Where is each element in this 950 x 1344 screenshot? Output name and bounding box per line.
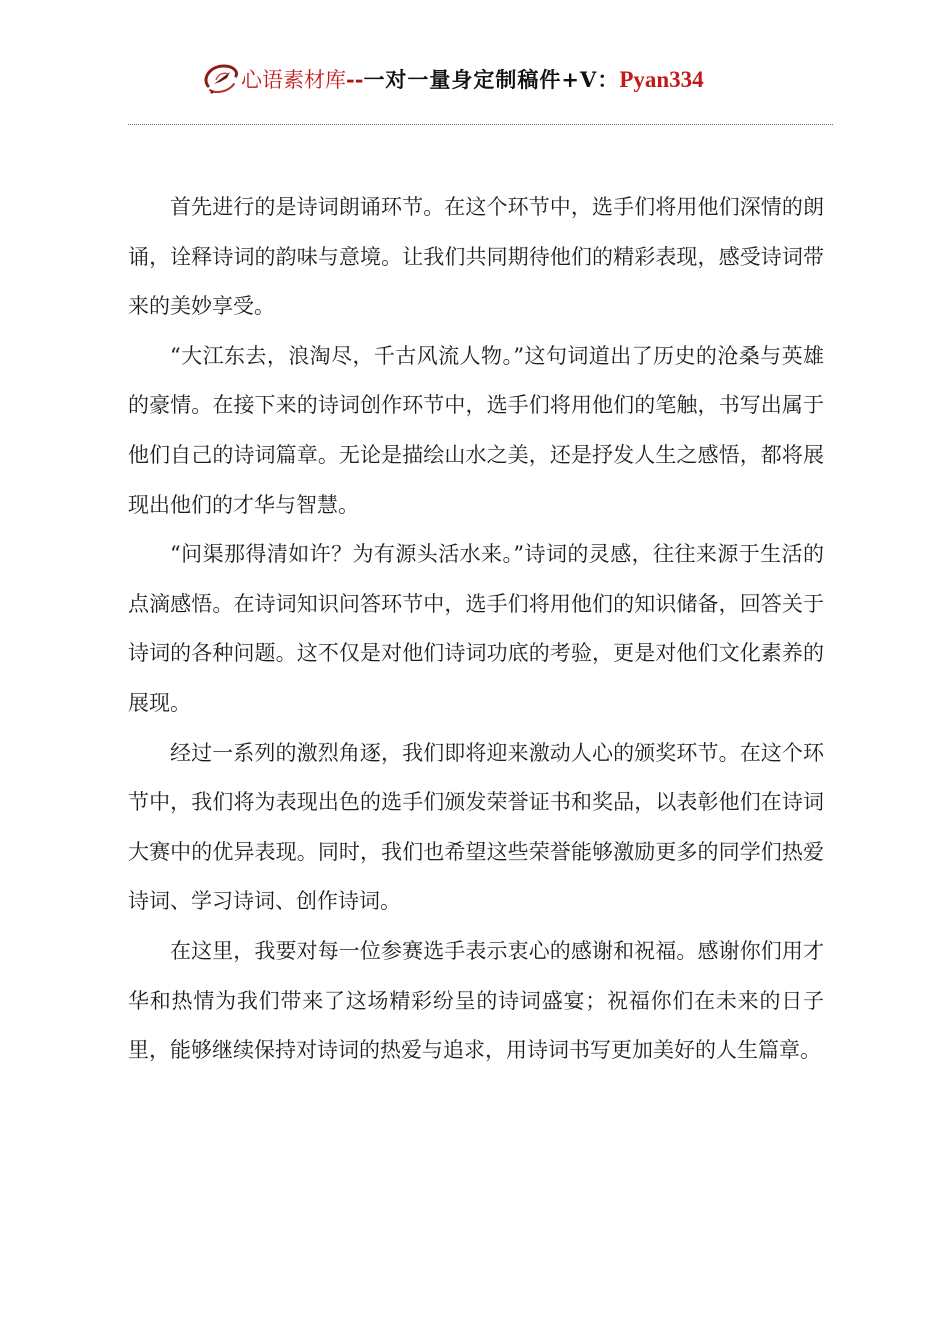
quill-swirl-logo-icon — [200, 60, 242, 100]
page-header — [0, 58, 950, 102]
document-body — [128, 183, 824, 1076]
paragraph-5: 在这里，我要对每一位参赛选手表示衷心的感谢和祝福。感谢你们用才华和热情为我们带来了这场精彩纷呈的诗词盛宴；祝福你们在未来的日子里，能够继续保持对诗词的热爱与追求，用诗词书写更加美好的人生篇章。 — [128, 938, 824, 1063]
header-title — [241, 67, 704, 93]
paragraph-1: 首先进行的是诗词朗诵环节。在这个环节中，选手们将用他们深情的朗诵，诠释诗词的韵味与意境。让我们共同期待他们的精彩表现，感受诗词带来的美妙享受。 — [128, 195, 824, 319]
paragraph-4: 经过一系列的激烈角逐，我们即将迎来激动人心的颁奖环节。在这个环节中，我们将为表现出色的选手们颁发荣誉证书和奖品，以表彰他们在诗词大赛中的优异表现。同时，我们也希望这些荣誉能够激励更多的同学们热爱诗词、学习诗词、创作诗词。 — [128, 740, 824, 914]
header-slogan: 一对一量身定制稿件+V： — [363, 67, 620, 92]
wechat-id: Pyan334 — [619, 67, 704, 92]
header-divider — [128, 124, 833, 125]
header-separator: -- — [346, 67, 364, 92]
paragraph-2: “大江东去，浪淘尽，千古风流人物。”这句词道出了历史的沧桑与英雄的豪情。在接下来的诗词创作环节中，选手们将用他们的笔触，书写出属于他们自己的诗词篇章。无论是描绘山水之美，还是抒发人生之感悟，都将展现出他们的才华与智慧。 — [128, 343, 824, 517]
brand-name: 心语素材库 — [241, 68, 346, 92]
paragraph-3: “问渠那得清如许？为有源头活水来。”诗词的灵感，往往来源于生活的点滴感悟。在诗词知识问答环节中，选手们将用他们的知识储备，回答关于诗词的各种问题。这不仅是对他们诗词功底的考验，更是对他们文化素养的展现。 — [128, 542, 824, 715]
